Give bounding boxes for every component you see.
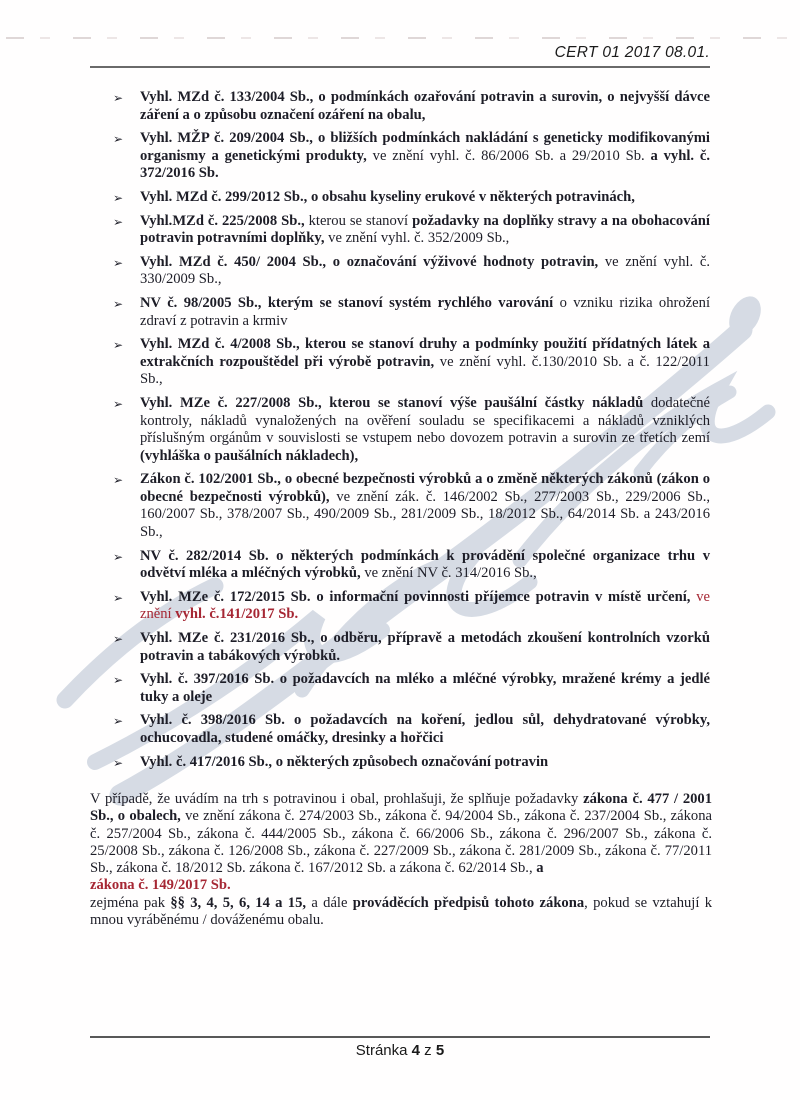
text-segment: z [420, 1042, 436, 1059]
regulation-item [90, 295, 710, 330]
text-segment: NV č. 282/2014 Sb. o některých podmínkách k provádění společné organizace trhu v odvětví mléka a mléčných výrobků, [140, 547, 710, 582]
regulation-item [90, 589, 710, 624]
text-segment: V případě, že uvádím na trh s potravinou i obal, prohlašuji, že splňuje požadavky [90, 791, 584, 807]
text-segment: Vyhl. MZd č. 299/2012 Sb., o obsahu kyseliny erukové v některých potravinách, [140, 188, 635, 205]
page-number [90, 1042, 710, 1059]
text-segment: , pokud se vztahují k mnou vyráběnému / dováženému obalu. [90, 894, 713, 929]
regulation-item [90, 671, 710, 706]
text-segment: zákona č. 149/2017 Sb. [90, 877, 231, 894]
text-segment: a dále [306, 894, 353, 911]
arrow-bullet-icon: ➢ [113, 549, 124, 564]
regulation-item [90, 548, 710, 583]
text-segment: §§ 3, 4, 5, 6, 14 a 15, [170, 894, 307, 911]
text-segment: zejména pak [90, 894, 171, 911]
text-segment: a [536, 860, 544, 877]
arrow-bullet-icon: ➢ [113, 255, 124, 270]
text-segment: zákona č. 477 / 2001 Sb., o obalech, [90, 791, 713, 825]
document-code: CERT 01 2017 08.01. [554, 44, 710, 61]
text-segment: Vyhl. MŽP č. 209/2004 Sb., o bližších podmínkách nakládání s geneticky modifikovanými organismy a genetickými produkty, [140, 130, 710, 164]
closing-paragraph [90, 791, 712, 929]
text-segment: Vyhl. č. 397/2016 Sb. o požadavcích na mléko a mléčné výrobky, mražené krémy a jedlé tuky a oleje [140, 671, 710, 705]
regulation-item [90, 630, 710, 665]
arrow-bullet-icon: ➢ [113, 396, 124, 411]
text-segment: ve znění vyhl. č.130/2010 Sb. a č. 122/2011 Sb., [140, 353, 710, 388]
text-segment: Vyhl. MZe č. 227/2008 Sb., kterou se stanoví výše paušální částky nákladů [140, 394, 644, 411]
text-segment: ve znění zákona č. 274/2003 Sb., zákona č. 94/2004 Sb., zákona č. 237/2004 Sb., zákona č. 257/2004 Sb., zákona č. 444/2005 Sb., zákona č. 66/2006 Sb., zákona č. 296/2007 Sb., zákona č. 25/2008 Sb., zákona č. 126/2008 Sb., zákona č. 227/2009 Sb., zákona č. 281/2009 Sb., zákona č. 77/2011 Sb., zákona č. 18/2012 Sb. zákona č. 167/2012 Sb. a zákona č. 62/2014 Sb., [90, 808, 713, 877]
text-segment: o vzniku rizika ohrožení zdraví z potravin a krmiv [140, 294, 710, 329]
text-segment: kterou se stanoví [304, 212, 413, 229]
regulation-item [90, 395, 710, 465]
text-segment: ve znění vyhl. č. 352/2009 Sb., [324, 230, 510, 247]
text-segment: Zákon č. 102/2001 Sb., o obecné bezpečnosti výrobků a o změně některých zákonů (zákon o obecné bezpečnosti výrobků), [140, 471, 710, 505]
regulation-item [90, 189, 710, 207]
text-segment: požadavky na doplňky stravy a na obohacování potravin potravními doplňky, [140, 212, 710, 247]
text-segment: a vyhl. č. 372/2016 Sb. [140, 147, 710, 182]
header-rule [90, 66, 710, 68]
arrow-bullet-icon: ➢ [113, 673, 124, 688]
text-segment: Vyhl. MZe č. 231/2016 Sb., o odběru, přípravě a metodách zkoušení kontrolních vzorků potravin a tabákových výrobků. [140, 630, 710, 664]
regulation-item [90, 712, 710, 747]
text-segment: NV č. 98/2005 Sb., kterým se stanoví systém rychlého varování [140, 294, 554, 311]
text-segment: prováděcích předpisů tohoto zákona [352, 894, 585, 911]
regulation-item [90, 130, 710, 183]
text-segment: ve znění vyhl. č. 330/2009 Sb., [140, 253, 710, 288]
text-segment: Vyhl.MZd č. 225/2008 Sb., [140, 212, 305, 229]
arrow-bullet-icon: ➢ [113, 714, 124, 729]
text-segment: Vyhl. MZd č. 450/ 2004 Sb., o označování výživové hodnoty potravin, [140, 253, 599, 270]
text-segment: Vyhl. č. 398/2016 Sb. o požadavcích na koření, jedlou sůl, dehydratované výrobky, ochucovadla, studené omáčky, dresinky a hořčici [140, 712, 710, 746]
regulation-item [90, 254, 710, 289]
text-segment: Vyhl. MZd č. 4/2008 Sb., kterou se stanoví druhy a podmínky použití přídatných látek a extrakčních rozpouštědel při výrobě potravin, [140, 336, 710, 370]
arrow-bullet-icon: ➢ [113, 296, 124, 311]
text-segment: Vyhl. MZe č. 172/2015 Sb. o informační povinnosti příjemce potravin v místě určení, [140, 588, 691, 605]
text-segment: (vyhláška o paušálních nákladech), [140, 447, 359, 464]
arrow-bullet-icon: ➢ [113, 190, 124, 205]
arrow-bullet-icon: ➢ [113, 214, 124, 229]
text-segment: ve znění [140, 588, 710, 623]
regulation-item [90, 471, 710, 541]
arrow-bullet-icon: ➢ [113, 132, 124, 147]
text-segment: 4 [411, 1042, 421, 1059]
regulation-item [90, 336, 710, 389]
scan-artifact-line [6, 37, 794, 39]
arrow-bullet-icon: ➢ [113, 755, 124, 770]
text-segment: Stránka [355, 1042, 412, 1059]
footer-rule [90, 1036, 710, 1038]
text-segment: vyhl. č.141/2017 Sb. [175, 606, 299, 623]
arrow-bullet-icon: ➢ [113, 590, 124, 605]
arrow-bullet-icon: ➢ [113, 632, 124, 647]
regulation-item [90, 89, 710, 124]
regulation-item [90, 213, 710, 248]
text-segment: 5 [435, 1042, 445, 1059]
text-segment: ve znění vyhl. č. 86/2006 Sb. a 29/2010 Sb. [366, 147, 651, 164]
arrow-bullet-icon: ➢ [113, 91, 124, 105]
text-segment: dodatečné kontroly, nákladů vynaložených na ověření souladu se specifikacemi a nákladů vzniklých příslušným orgánům v souvislosti se vstupem nebo dovozem potravin a surovin ze třetích zemí [140, 394, 710, 447]
text-segment: Vyhl. č. 417/2016 Sb., o některých způsobech označování potravin [140, 753, 549, 770]
text-segment: ve znění NV č. 314/2016 Sb., [360, 565, 537, 582]
arrow-bullet-icon: ➢ [113, 338, 124, 353]
text-segment: Vyhl. MZd č. 133/2004 Sb., o podmínkách ozařování potravin a surovin, o nejvyšší dávce záření a o způsobu označení ozáření na obalu, [140, 89, 710, 123]
text-segment: ve znění zák. č. 146/2002 Sb., 277/2003 Sb., 229/2006 Sb., 160/2007 Sb., 378/2007 Sb., 490/2009 Sb., 281/2009 Sb., 18/2012 Sb., 64/2014 Sb. a 243/2016 Sb., [140, 488, 710, 541]
arrow-bullet-icon: ➢ [113, 473, 124, 488]
regulation-list [90, 89, 710, 777]
regulation-item [90, 754, 710, 772]
